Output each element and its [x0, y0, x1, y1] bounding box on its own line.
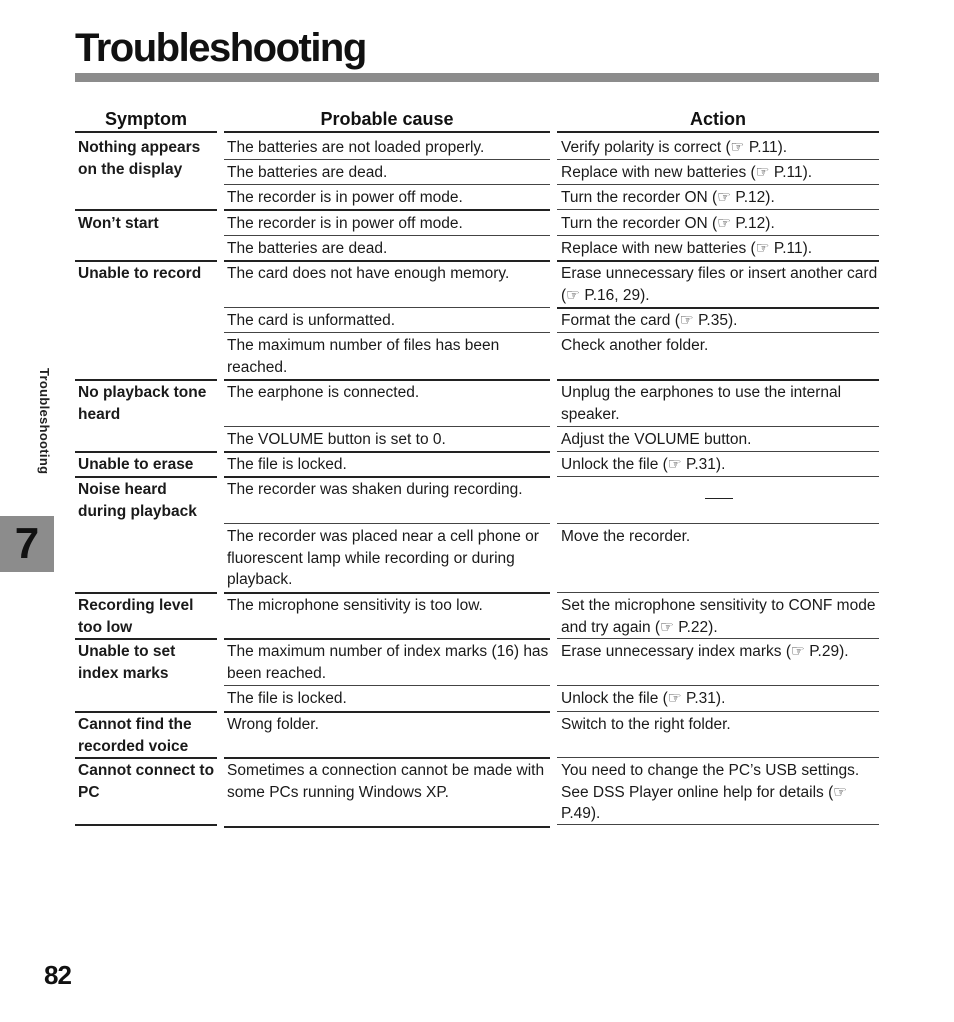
row-divider	[224, 379, 550, 381]
cause-cell: The VOLUME button is set to 0.	[227, 431, 446, 448]
row-divider	[557, 209, 879, 210]
header-symptom: Symptom	[104, 109, 187, 129]
row-divider	[224, 638, 550, 640]
action-cell: Check another folder.	[561, 337, 709, 354]
row-divider	[224, 451, 550, 453]
row-divider	[75, 711, 217, 713]
action-cell: Replace with new batteries (☞ P.11).	[561, 240, 813, 257]
action-cell: Erase unnecessary files or insert another card (☞ P.16, 29).	[561, 265, 878, 304]
row-divider	[75, 757, 217, 759]
header-action: Action	[690, 109, 746, 129]
row-divider	[75, 451, 217, 453]
cause-cell: The batteries are dead.	[227, 240, 388, 257]
row-divider	[557, 824, 879, 825]
cause-cell: The batteries are dead.	[227, 164, 388, 181]
action-cell: Erase unnecessary index marks (☞ P.29).	[561, 643, 849, 660]
symptom-cell: Cannot connect to PC	[78, 762, 215, 801]
row-divider	[224, 307, 550, 308]
row-divider	[557, 260, 879, 262]
cause-cell: The recorder is in power off mode.	[227, 215, 463, 232]
action-cell: You need to change the PC’s USB settings. See DSS Player online help for details (☞ P.49).	[561, 762, 860, 822]
action-cell: Turn the recorder ON (☞ P.12).	[561, 189, 775, 206]
row-divider	[557, 592, 879, 593]
page-number: 82	[44, 960, 71, 990]
row-divider	[224, 260, 550, 262]
header-cause: Probable cause	[320, 109, 454, 129]
cause-cell: The recorder is in power off mode.	[227, 189, 463, 206]
action-cell: Unlock the file (☞ P.31).	[561, 456, 726, 473]
cause-cell: The file is locked.	[227, 690, 347, 707]
row-divider	[557, 379, 879, 381]
symptom-cell: Cannot find the recorded voice	[78, 716, 192, 755]
row-divider	[224, 332, 550, 333]
row-divider	[557, 523, 879, 524]
row-divider	[224, 757, 550, 759]
cause-cell: The maximum number of index marks (16) has been reached.	[227, 643, 549, 682]
action-cell: Replace with new batteries (☞ P.11).	[561, 164, 813, 181]
row-divider	[557, 638, 879, 639]
row-divider	[224, 159, 550, 160]
row-divider	[75, 592, 217, 594]
row-divider	[75, 209, 217, 211]
row-divider	[557, 332, 879, 333]
row-divider	[224, 235, 550, 236]
row-divider	[557, 307, 879, 309]
row-divider	[75, 379, 217, 381]
action-cell: Move the recorder.	[561, 528, 691, 545]
row-divider	[557, 426, 879, 427]
row-divider	[557, 184, 879, 185]
row-divider	[224, 209, 550, 211]
row-divider	[224, 826, 550, 828]
row-divider	[557, 711, 879, 712]
empty-action-dash	[705, 498, 733, 499]
symptom-cell: Won’t start	[78, 215, 159, 232]
cause-cell: The maximum number of files has been reached.	[227, 337, 500, 376]
page-title: Troubleshooting	[75, 26, 366, 70]
symptom-cell: Recording level too low	[78, 597, 194, 636]
row-divider	[557, 235, 879, 236]
action-cell: Unplug the earphones to use the internal speaker.	[561, 384, 842, 423]
row-divider	[557, 476, 879, 477]
action-cell: Turn the recorder ON (☞ P.12).	[561, 215, 775, 232]
symptom-cell: Nothing appears on the display	[78, 139, 201, 178]
row-divider	[224, 685, 550, 686]
row-divider	[224, 523, 550, 524]
row-divider	[224, 711, 550, 713]
row-divider	[557, 159, 879, 160]
row-divider	[557, 757, 879, 758]
row-divider	[75, 638, 217, 640]
chapter-tab: 7	[0, 516, 54, 572]
row-divider	[224, 426, 550, 427]
row-divider	[75, 131, 217, 133]
cause-cell: The batteries are not loaded properly.	[227, 139, 485, 156]
symptom-cell: No playback tone heard	[78, 384, 207, 423]
row-divider	[224, 592, 550, 594]
row-divider	[75, 260, 217, 262]
symptom-cell: Unable to set index marks	[78, 643, 176, 682]
row-divider	[224, 476, 550, 478]
row-divider	[75, 824, 217, 826]
cause-cell: The earphone is connected.	[227, 384, 420, 401]
symptom-cell: Unable to record	[78, 265, 202, 282]
action-cell: Unlock the file (☞ P.31).	[561, 690, 726, 707]
cause-cell: The recorder was shaken during recording.	[227, 481, 523, 498]
action-cell: Adjust the VOLUME button.	[561, 431, 752, 448]
symptom-cell: Noise heard during playback	[78, 481, 197, 520]
symptom-cell: Unable to erase	[78, 456, 194, 473]
row-divider	[557, 685, 879, 686]
row-divider	[557, 131, 879, 133]
action-cell: Switch to the right folder.	[561, 716, 731, 733]
row-divider	[75, 476, 217, 478]
cause-cell: The file is locked.	[227, 456, 347, 473]
row-divider	[224, 184, 550, 185]
row-divider	[557, 451, 879, 452]
side-tab-label: Troubleshooting	[37, 368, 52, 475]
cause-cell: The microphone sensitivity is too low.	[227, 597, 483, 614]
cause-cell: The card does not have enough memory.	[227, 265, 510, 282]
action-cell: Set the microphone sensitivity to CONF mode and try again (☞ P.22).	[561, 597, 876, 636]
cause-cell: Sometimes a connection cannot be made with some PCs running Windows XP.	[227, 762, 545, 801]
action-cell: Format the card (☞ P.35).	[561, 312, 738, 329]
cause-cell: The card is unformatted.	[227, 312, 395, 329]
cause-cell: The recorder was placed near a cell phone or fluorescent lamp while recording or during playback.	[227, 528, 539, 588]
row-divider	[224, 131, 550, 133]
cause-cell: Wrong folder.	[227, 716, 319, 733]
action-cell: Verify polarity is correct (☞ P.11).	[561, 139, 788, 156]
